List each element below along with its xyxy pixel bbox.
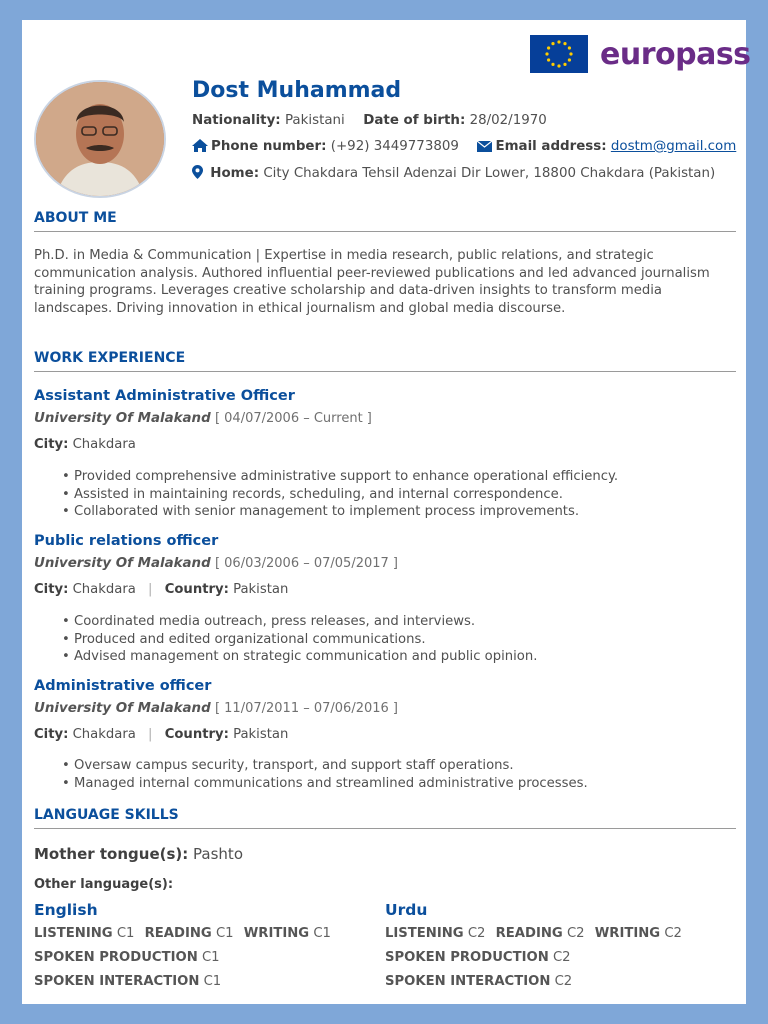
listening-level: C1 [116,926,135,941]
city-value: Chakdara [72,437,136,452]
cv-page [22,20,751,1004]
email-link[interactable]: dostm@gmail.com [610,139,737,154]
spoken-interaction-label: SPOKEN INTERACTION [385,974,551,989]
nationality-value: Pakistani [284,113,345,128]
list-item: • Managed internal communications and streamlined administrative processes. [62,775,588,793]
spoken-interaction-level: C2 [554,974,573,989]
list-item: • Coordinated media outreach, press releases, and interviews. [62,613,537,631]
job-location: City: Chakdara | Country: Pakistan [34,727,289,742]
spoken-interaction-label: SPOKEN INTERACTION [34,974,200,989]
phone-label: Phone number: [211,139,327,154]
job-duties-list [62,468,618,521]
language-skill-row [34,974,221,989]
other-languages-label: Other language(s): [34,877,174,892]
dob-value: 28/02/1970 [469,113,547,128]
list-item: • Oversaw campus security, transport, and support staff operations. [62,757,588,775]
list-item: • Provided comprehensive administrative support to enhance operational efficiency. [62,468,618,486]
city-label: City: [34,437,69,452]
eu-flag-icon [530,35,588,73]
employer-name: University Of Malakand [34,701,211,716]
writing-level: C2 [664,926,682,941]
reading-level: C1 [215,926,234,941]
nationality-label: Nationality: [192,113,281,128]
phone-value: (+92) 3449773809 [330,139,459,154]
city-label: City: [34,582,69,597]
job-dates: [ 04/07/2006 – Current ] [214,411,372,426]
job-employer-line [34,411,372,426]
language-skill-row [34,950,220,965]
map-pin-icon [192,165,203,183]
job-location: City: Chakdara | Country: Pakistan [34,582,289,597]
about-text: Ph.D. in Media & Communication | Expertise in media research, public relations, and strategic communication analysis. Authored influential peer-reviewed publications and led advanced journalism training programs. Leverages creative scholarship and data-driven insights to transform media landscapes. Driving innovation in ethical journalism and global media discourse. [34,248,710,316]
profile-photo [34,80,166,198]
job-employer-line [34,556,398,571]
home-phone-icon [192,139,208,156]
employer-name: University Of Malakand [34,556,211,571]
europass-logo [530,35,751,73]
spoken-production-level: C2 [552,950,571,965]
writing-label: WRITING [243,926,310,941]
city-value: Chakdara [72,582,136,597]
person-name: Dost Muhammad [192,78,402,103]
mother-tongue-line [34,845,243,863]
job-duties-list [62,613,537,666]
reading-level: C2 [566,926,585,941]
reading-label: READING [495,926,563,941]
email-label: Email address: [495,139,607,154]
spoken-production-level: C1 [201,950,220,965]
job-location [34,437,136,452]
city-label: City: [34,727,69,742]
reading-label: READING [144,926,212,941]
dob-label: Date of birth: [363,113,466,128]
country-value: Pakistan [233,727,289,742]
contact-line [192,139,736,156]
list-item: • Collaborated with senior management to implement process improvements. [62,503,618,521]
nationality-dob-line [192,113,547,128]
job-title: Assistant Administrative Officer [34,388,295,404]
country-value: Pakistan [233,582,289,597]
home-value: City Chakdara Tehsil Adenzai Dir Lower, 18800 Chakdara (Pakistan) [263,166,716,181]
listening-label: LISTENING [385,926,464,941]
language-name: Urdu [385,901,428,919]
language-skill-row [385,926,682,941]
spoken-interaction-level: C1 [203,974,222,989]
spoken-production-label: SPOKEN PRODUCTION [34,950,198,965]
home-label: Home: [210,166,260,181]
job-duties-list [62,757,588,792]
list-item: • Advised management on strategic communication and public opinion. [62,648,537,666]
list-item: • Produced and edited organizational communications. [62,631,537,649]
city-value: Chakdara [72,727,136,742]
listening-level: C2 [467,926,486,941]
language-section-title: LANGUAGE SKILLS [34,807,736,829]
listening-label: LISTENING [34,926,113,941]
job-dates: [ 11/07/2011 – 07/06/2016 ] [214,701,398,716]
language-skill-row [385,950,571,965]
writing-level: C1 [313,926,331,941]
mother-tongue-label: Mother tongue(s): [34,845,189,863]
language-skill-row [34,926,331,941]
mother-tongue-value: Pashto [193,845,243,863]
job-dates: [ 06/03/2006 – 07/05/2017 ] [214,556,398,571]
language-skill-row [385,974,572,989]
europass-wordmark: europass [600,36,751,72]
country-label: Country: [164,727,229,742]
envelope-icon [477,141,492,156]
job-employer-line [34,701,398,716]
employer-name: University Of Malakand [34,411,211,426]
work-section-title: WORK EXPERIENCE [34,350,736,372]
job-title: Administrative officer [34,678,212,694]
about-section-title: ABOUT ME [34,210,736,232]
writing-label: WRITING [594,926,661,941]
job-title: Public relations officer [34,533,219,549]
list-item: • Assisted in maintaining records, scheduling, and internal correspondence. [62,486,618,504]
country-label: Country: [164,582,229,597]
language-name: English [34,901,98,919]
spoken-production-label: SPOKEN PRODUCTION [385,950,549,965]
home-line [192,165,715,183]
